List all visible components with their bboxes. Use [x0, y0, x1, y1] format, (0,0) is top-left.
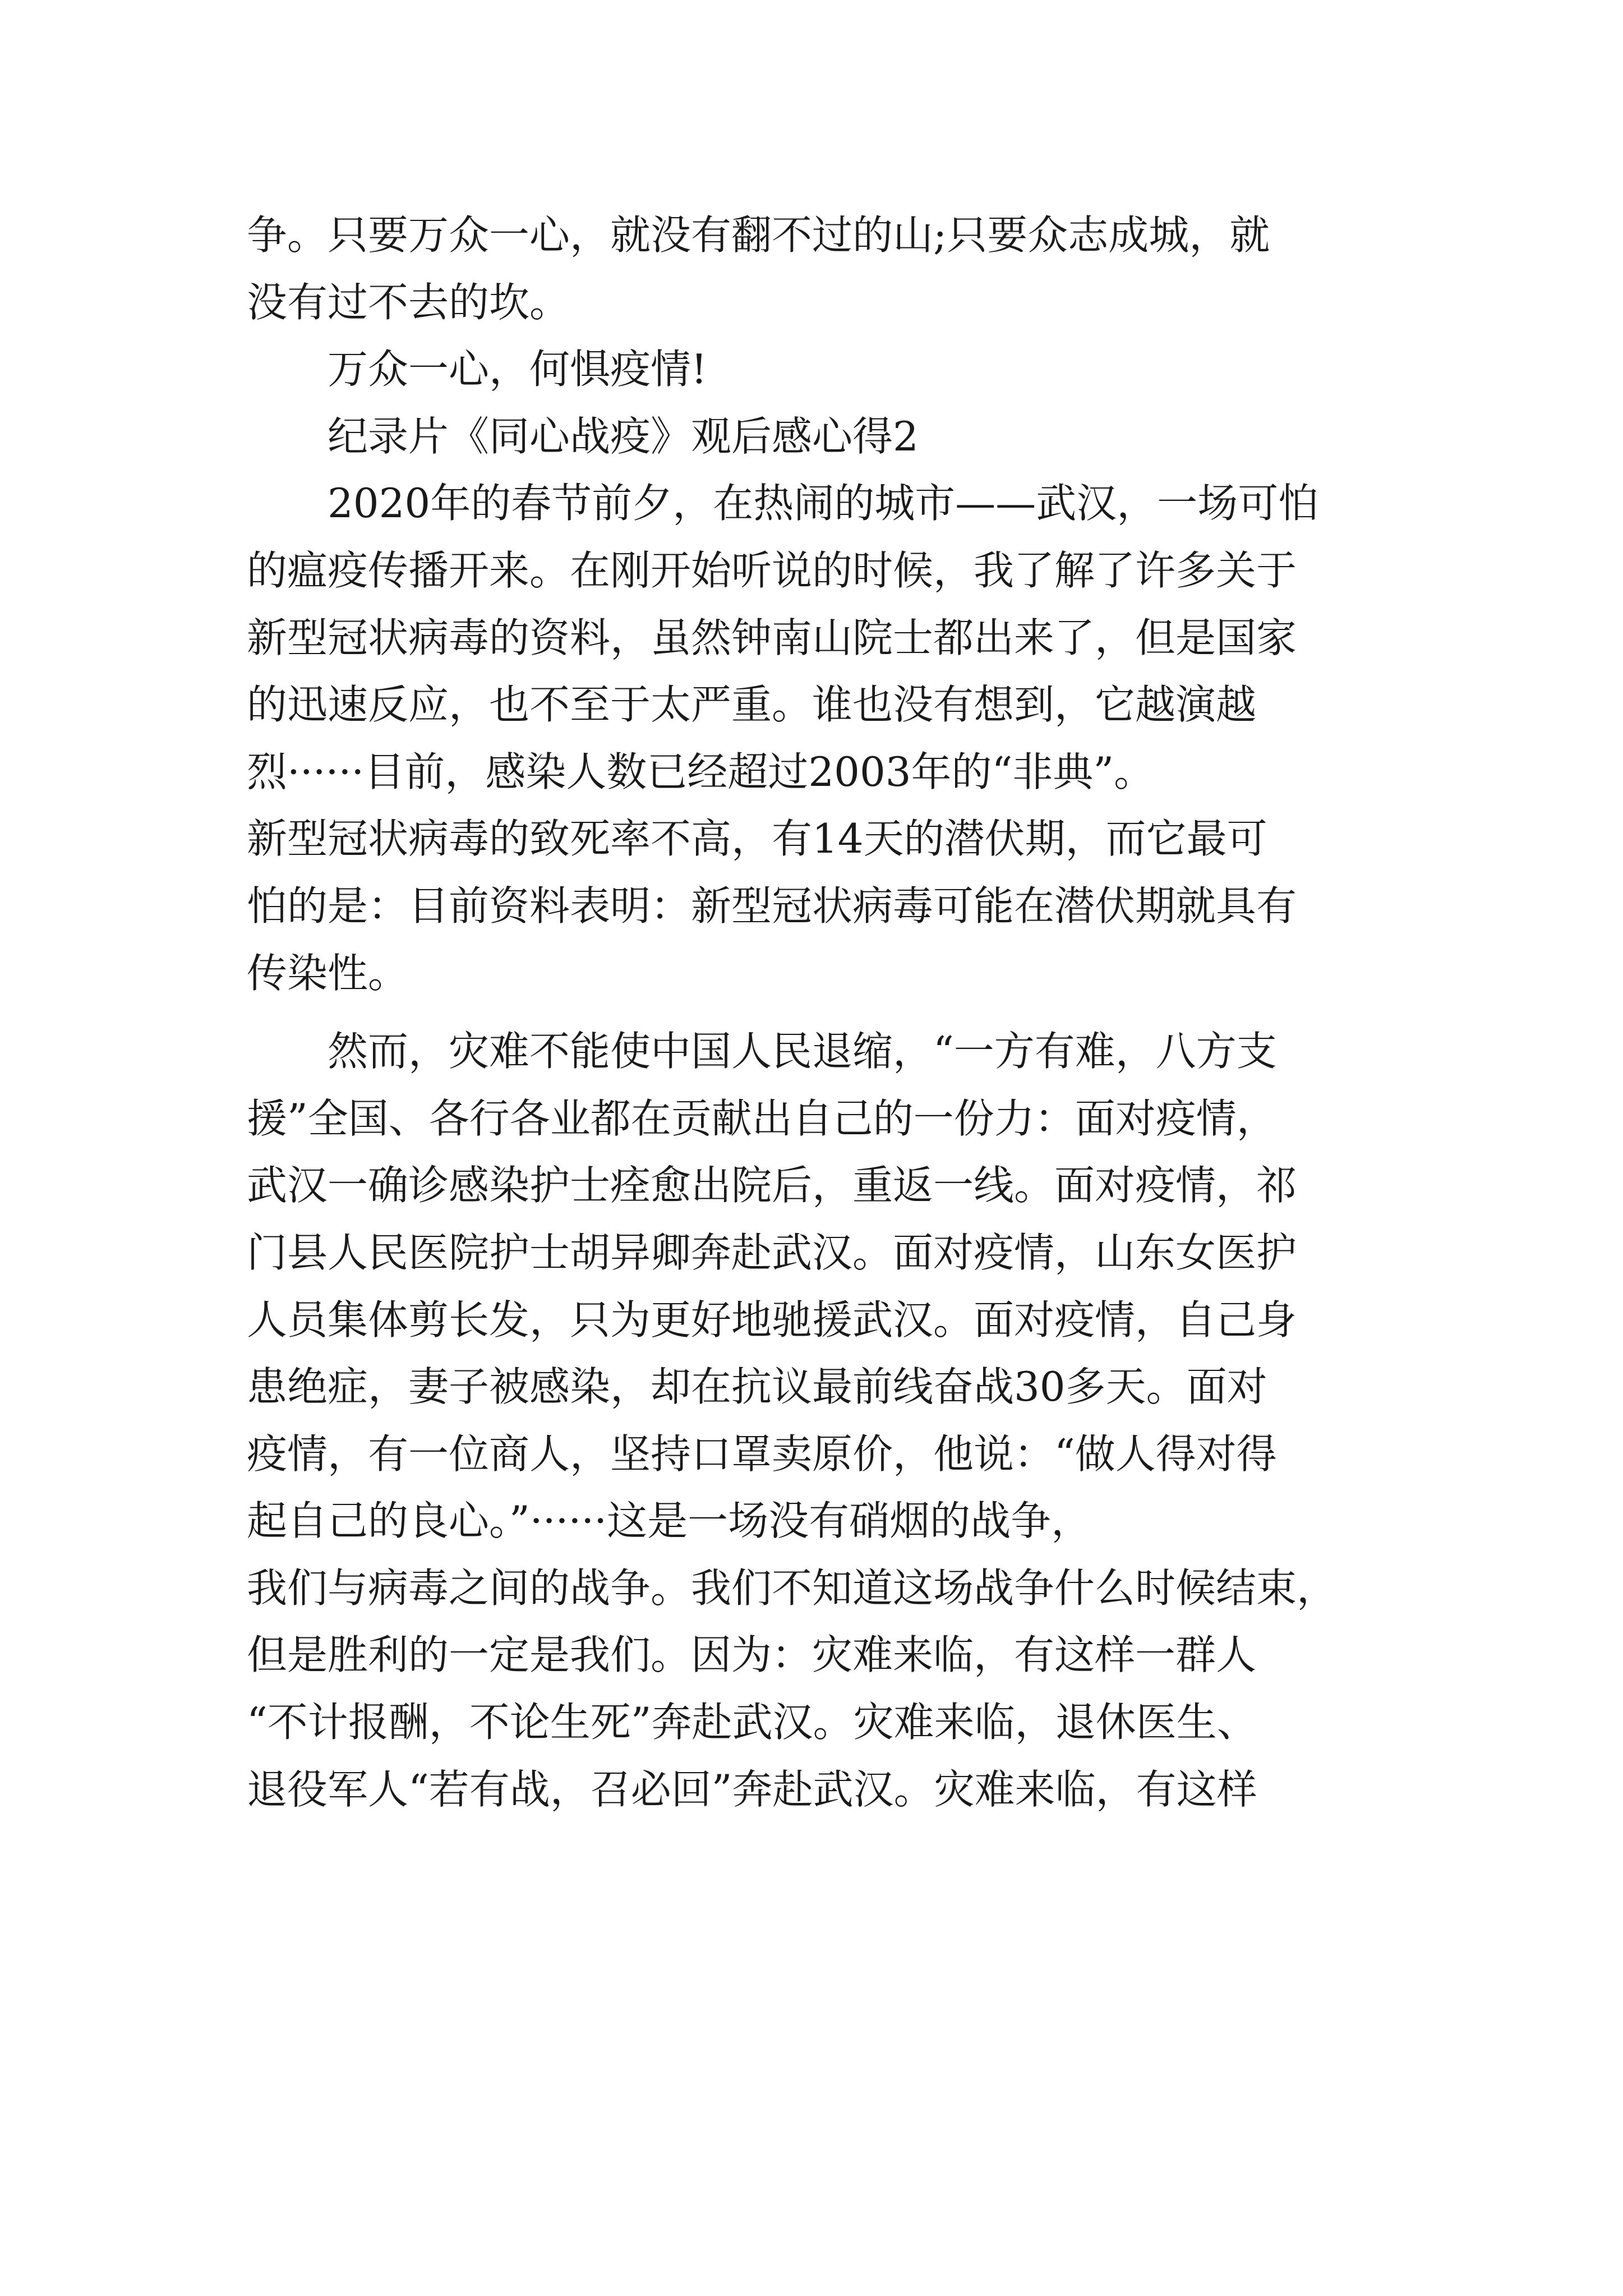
- text-line: 我们与病毒之间的战争。我们不知道这场战争什么时候结束，: [247, 1564, 1338, 1612]
- text-line: 争。只要万众一心，就没有翻不过的山;只要众志成城，就: [247, 211, 1270, 259]
- text-line: “不计报酬，不论生死”奔赴武汉。灾难来临，退休医生、: [247, 1699, 1257, 1746]
- text-line: 然而，灾难不能使中国人民退缩，“一方有难，八方支: [328, 1028, 1277, 1075]
- text-line: 武汉一确诊感染护士痊愈出院后，重返一线。面对疫情，祁: [247, 1162, 1297, 1209]
- text-line: 没有过不去的坎。: [247, 278, 570, 326]
- text-line: 传染性。: [247, 949, 409, 997]
- body-text: [247, 202, 1447, 1823]
- paragraph-gap: [247, 1007, 1447, 1018]
- section-heading: 纪录片《同心战疫》观后感心得2: [328, 412, 919, 460]
- text-line: 疫情，有一位商人，坚持口罩卖原价，他说：“做人得对得: [247, 1430, 1277, 1478]
- text-line: 新型冠状病毒的资料，虽然钟南山院士都出来了，但是国家: [247, 614, 1297, 661]
- text-line: 新型冠状病毒的致死率不高，有14天的潜伏期，而它最可: [247, 815, 1267, 863]
- text-line: 2020年的春节前夕，在热闹的城市——武汉，一场可怕: [328, 480, 1319, 527]
- text-line: 怕的是：目前资料表明：新型冠状病毒可能在潜伏期就具有: [247, 882, 1297, 930]
- text-line: 援”全国、各行各业都在贡献出自己的一份力：面对疫情，: [247, 1094, 1277, 1142]
- text-line: 的瘟疫传播开来。在刚开始听说的时候，我了解了许多关于: [247, 546, 1297, 594]
- text-line: 万众一心，何惧疫情!: [328, 346, 707, 393]
- text-line: 的迅速反应，也不至于太严重。谁也没有想到，它越演越: [247, 681, 1257, 729]
- text-line: 患绝症，妻子被感染，却在抗议最前线奋战30多天。面对: [247, 1363, 1267, 1411]
- text-line: 门县人民医院护士胡异卿奔赴武汉。面对疫情，山东女医护: [247, 1228, 1297, 1276]
- text-line: 起自己的良心。”······这是一场没有硝烟的战争，: [247, 1497, 1092, 1545]
- text-line: 但是胜利的一定是我们。因为：灾难来临，有这样一群人: [247, 1631, 1257, 1679]
- text-line: 退役军人“若有战，召必回”奔赴武汉。灾难来临，有这样: [247, 1765, 1257, 1813]
- text-line: 烈······目前，感染人数已经超过2003年的“非典”。: [247, 748, 1155, 795]
- text-line: 人员集体剪长发，只为更好地驰援武汉。面对疫情，自己身: [247, 1296, 1297, 1343]
